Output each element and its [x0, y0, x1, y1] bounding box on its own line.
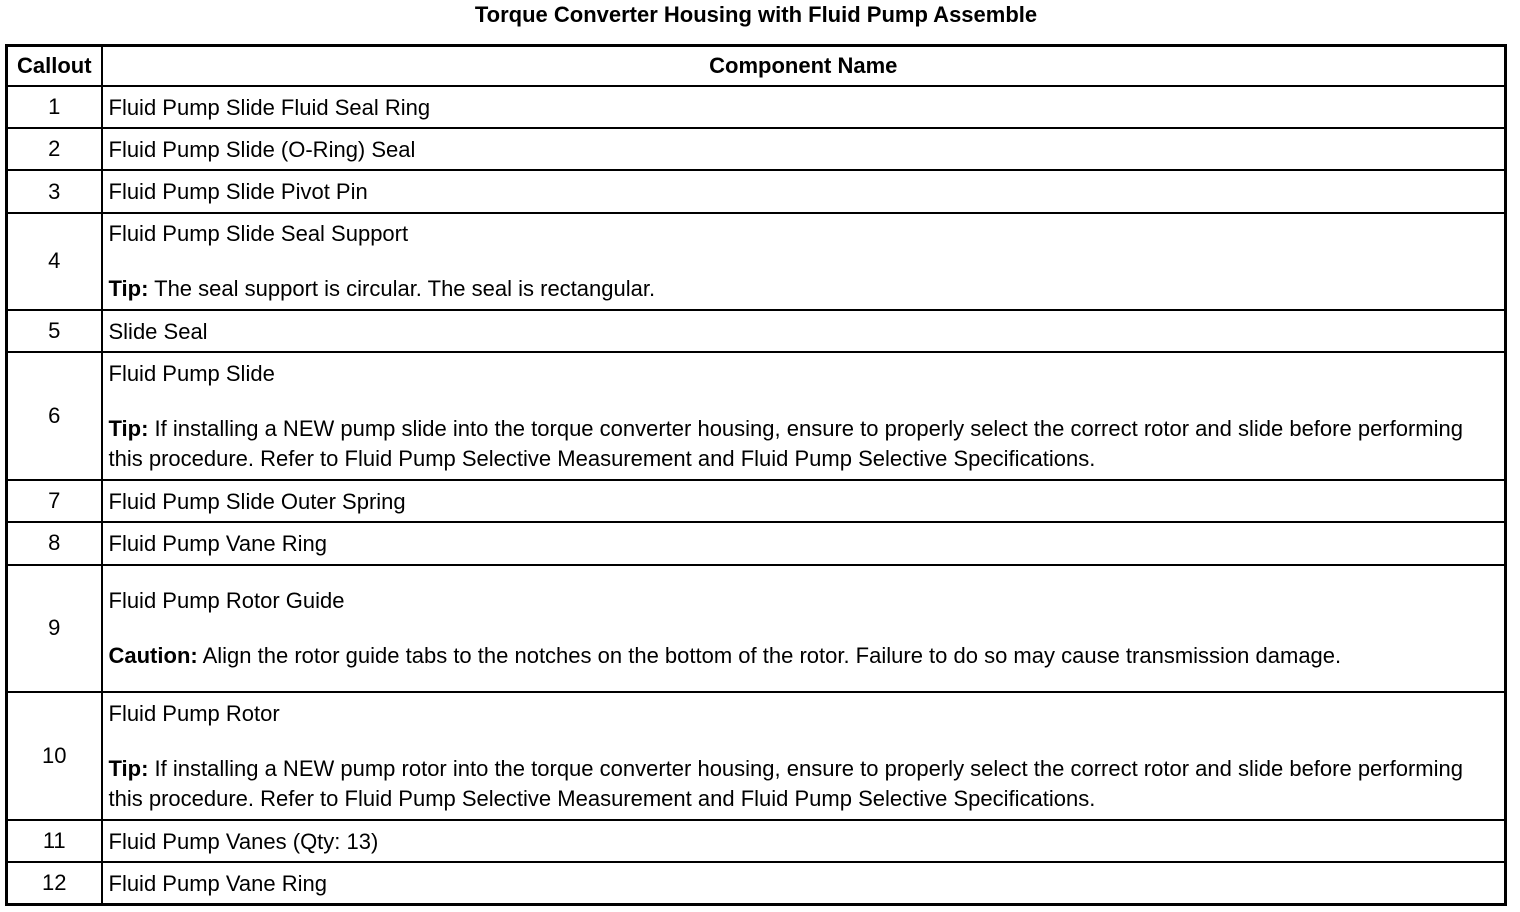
component-name: Fluid Pump Slide Pivot Pin: [108, 179, 368, 205]
callout-number: 12: [7, 862, 102, 904]
component-cell: [102, 565, 1506, 693]
table-row: [7, 820, 1506, 862]
callout-number: 8: [7, 522, 102, 564]
component-cell: [102, 213, 1506, 311]
tip-note: [109, 274, 1499, 304]
table-row: [7, 522, 1506, 564]
component-name: Fluid Pump Vane Ring: [108, 530, 327, 556]
component-cell: [102, 692, 1506, 820]
table-title: Torque Converter Housing with Fluid Pump Assemble: [474, 2, 1038, 27]
component-cell: [102, 86, 1506, 128]
component-table: [5, 44, 1507, 906]
component-name: Fluid Pump Slide: [108, 361, 275, 387]
component-name: Fluid Pump Slide Outer Spring: [108, 488, 406, 514]
component-cell: [102, 170, 1506, 212]
note-text: The seal support is circular. The seal is rectangular.: [148, 276, 656, 302]
callout-number: 9: [7, 565, 102, 693]
component-name: Fluid Pump Vanes (Qty: 13): [108, 828, 379, 854]
component-cell: [102, 480, 1506, 522]
note-text: If installing a NEW pump rotor into the torque converter housing, ensure to properly select the correct rotor and slide before performing this procedure. Refer to Fluid Pump Selective Measurement and Fluid Pump Selective Specifications.: [108, 756, 1463, 812]
callout-number: 6: [7, 352, 102, 480]
table-row: [7, 480, 1506, 522]
component-name: Fluid Pump Slide (O-Ring) Seal: [108, 136, 416, 162]
component-name: Fluid Pump Vane Ring: [108, 870, 327, 896]
component-cell: [102, 352, 1506, 480]
callout-number: 3: [7, 170, 102, 212]
table-row: [7, 352, 1506, 480]
component-cell: [102, 820, 1506, 862]
callout-number: 1: [7, 86, 102, 128]
component-name: Fluid Pump Rotor Guide: [108, 588, 345, 614]
note-text: Align the rotor guide tabs to the notches on the bottom of the rotor. Failure to do so may cause transmission damage.: [197, 643, 1342, 669]
note-label: Tip:: [108, 756, 149, 782]
component-cell: [102, 862, 1506, 904]
component-cell: [102, 310, 1506, 352]
table-row: [7, 565, 1506, 693]
component-name-header: Component Name: [102, 46, 1506, 87]
table-row: [7, 310, 1506, 352]
callout-number: 11: [7, 820, 102, 862]
header-row: [7, 46, 1506, 87]
component-cell: [102, 522, 1506, 564]
table-row: [7, 170, 1506, 212]
table-row: [7, 862, 1506, 904]
callout-number: 4: [7, 213, 102, 311]
callout-number: 2: [7, 128, 102, 170]
callout-header: Callout: [7, 46, 102, 87]
callout-number: 10: [7, 692, 102, 820]
component-name: Fluid Pump Rotor: [108, 701, 280, 727]
component-name: Slide Seal: [108, 318, 208, 344]
table-row: [7, 86, 1506, 128]
note-label: Tip:: [108, 416, 149, 442]
tip-note: [109, 414, 1499, 474]
caution-note: [109, 641, 1499, 671]
note-label: Caution:: [108, 643, 198, 669]
callout-number: 5: [7, 310, 102, 352]
component-name: Fluid Pump Slide Seal Support: [108, 221, 409, 247]
callout-number: 7: [7, 480, 102, 522]
table-row: [7, 692, 1506, 820]
component-name: Fluid Pump Slide Fluid Seal Ring: [108, 94, 431, 120]
table-row: [7, 213, 1506, 311]
table-body: [7, 86, 1506, 905]
component-cell: [102, 128, 1506, 170]
note-label: Tip:: [108, 276, 149, 302]
table-row: [7, 128, 1506, 170]
note-text: If installing a NEW pump slide into the torque converter housing, ensure to properly select the correct rotor and slide before performing this procedure. Refer to Fluid Pump Selective Measurement and Fluid Pump Selective Specifications.: [108, 416, 1463, 472]
tip-note: [109, 754, 1499, 814]
